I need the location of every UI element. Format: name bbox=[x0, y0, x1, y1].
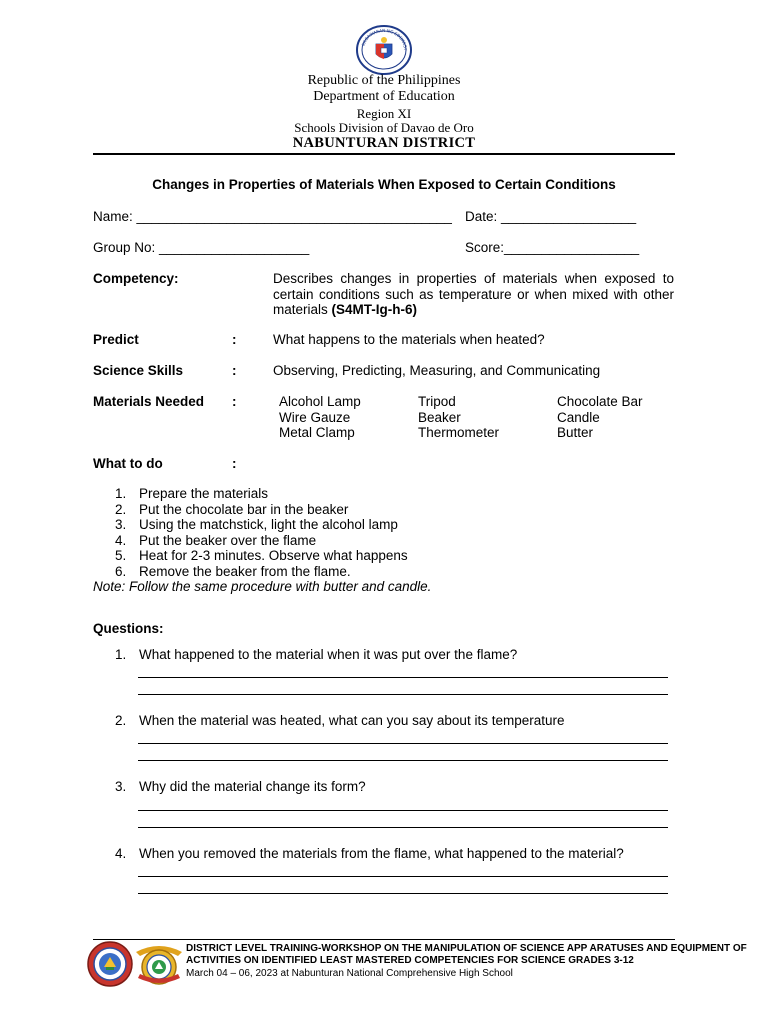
answer-line bbox=[138, 694, 668, 695]
what-to-do-label: What to do bbox=[93, 456, 163, 471]
group-blank: ____________________ bbox=[159, 240, 310, 255]
step-text: Using the matchstick, light the alcohol lamp bbox=[139, 517, 398, 532]
page-title: Changes in Properties of Materials When Exposed to Certain Conditions bbox=[152, 177, 616, 192]
question-text: Why did the material change its form? bbox=[139, 779, 366, 794]
step-text: Heat for 2-3 minutes. Observe what happens bbox=[139, 548, 408, 563]
name-blank: __________________________________________ bbox=[136, 209, 452, 224]
seal-text: KAGAWARAN NG EDUKASY bbox=[360, 27, 409, 51]
footer-event-date: March 04 – 06, 2023 at Nabunturan National Comprehensive High School bbox=[186, 968, 513, 979]
footer-title-line-2: ACTIVITIES ON IDENTIFIED LEAST MASTERED COMPETENCIES FOR SCIENCE GRADES 3-12 bbox=[186, 955, 634, 966]
questions-label: Questions: bbox=[93, 621, 164, 636]
procedure-list bbox=[115, 486, 408, 579]
question-item bbox=[115, 713, 564, 728]
material-item: Chocolate Bar bbox=[557, 394, 643, 409]
score-field bbox=[465, 240, 639, 256]
question-number: 4. bbox=[115, 846, 127, 861]
science-skills-label: Science Skills bbox=[93, 363, 184, 378]
material-item: Tripod bbox=[418, 394, 456, 409]
step-number: 4. bbox=[115, 532, 127, 548]
answer-line bbox=[138, 677, 668, 678]
question-item bbox=[115, 779, 366, 794]
school-seal-logo bbox=[132, 942, 186, 988]
date-field bbox=[465, 209, 636, 225]
procedure-step bbox=[115, 564, 408, 580]
footer-title-line-1: DISTRICT LEVEL TRAINING-WORKSHOP ON THE MANIPULATION OF SCIENCE APP ARATUSES AND EQUIPMENT OF bbox=[186, 943, 747, 954]
step-number: 5. bbox=[115, 548, 127, 563]
name-label: Name: bbox=[93, 209, 133, 224]
header-region: Region XI bbox=[356, 106, 412, 121]
procedure-step bbox=[115, 533, 408, 549]
answer-line bbox=[138, 827, 668, 828]
footer-divider bbox=[93, 939, 675, 940]
district-seal-logo bbox=[86, 940, 134, 988]
step-number: 3. bbox=[115, 517, 127, 532]
materials-column-3 bbox=[557, 394, 643, 441]
science-skills-colon: : bbox=[232, 363, 237, 378]
group-label: Group No: bbox=[93, 240, 156, 255]
question-item bbox=[115, 647, 517, 662]
material-item: Alcohol Lamp bbox=[279, 394, 361, 409]
procedure-step bbox=[115, 517, 408, 533]
what-to-do-colon: : bbox=[232, 456, 237, 471]
step-text: Put the beaker over the flame bbox=[139, 532, 317, 548]
procedure-step bbox=[115, 486, 408, 502]
answer-line bbox=[138, 876, 668, 877]
step-text: Prepare the materials bbox=[139, 486, 269, 501]
materials-column-1 bbox=[279, 394, 361, 441]
material-item: Thermometer bbox=[418, 425, 500, 440]
materials-column-2 bbox=[418, 394, 499, 441]
answer-line bbox=[138, 743, 668, 744]
materials-colon: : bbox=[232, 394, 237, 409]
header-divider bbox=[93, 153, 675, 155]
predict-label: Predict bbox=[93, 332, 139, 347]
procedure-note: Note: Follow the same procedure with butter and candle. bbox=[93, 579, 432, 594]
step-text: Remove the beaker from the flame. bbox=[139, 563, 351, 579]
name-field bbox=[93, 209, 452, 225]
question-number: 3. bbox=[115, 779, 127, 794]
step-number: 1. bbox=[115, 486, 127, 501]
procedure-step bbox=[115, 548, 408, 564]
date-blank: __________________ bbox=[501, 209, 637, 224]
material-item: Butter bbox=[557, 425, 594, 440]
step-number: 6. bbox=[115, 563, 127, 579]
header-district: NABUNTURAN DISTRICT bbox=[292, 135, 476, 151]
header-country: Republic of the Philippines bbox=[307, 73, 461, 88]
question-text: What happened to the material when it was put over the flame? bbox=[139, 647, 518, 662]
predict-colon: : bbox=[232, 332, 237, 347]
answer-line bbox=[138, 760, 668, 761]
competency-label: Competency: bbox=[93, 271, 179, 286]
header-department: Department of Education bbox=[313, 89, 455, 104]
question-number: 1. bbox=[115, 647, 127, 662]
step-text: Put the chocolate bar in the beaker bbox=[139, 501, 349, 517]
material-item: Metal Clamp bbox=[279, 425, 355, 440]
material-item: Beaker bbox=[418, 409, 461, 425]
score-label: Score: bbox=[465, 240, 505, 255]
material-item: Candle bbox=[557, 409, 600, 425]
competency-code: (S4MT-Ig-h-6) bbox=[331, 302, 418, 317]
question-text: When you removed the materials from the flame, what happened to the material? bbox=[139, 846, 624, 861]
deped-seal-logo bbox=[354, 24, 414, 76]
material-item: Wire Gauze bbox=[279, 409, 351, 425]
score-blank: __________________ bbox=[504, 240, 640, 255]
competency-text bbox=[273, 271, 674, 318]
predict-text: What happens to the materials when heated? bbox=[273, 332, 545, 347]
procedure-step bbox=[115, 502, 408, 518]
date-label: Date: bbox=[465, 209, 498, 224]
step-number: 2. bbox=[115, 501, 127, 517]
competency-description: Describes changes in properties of materials when exposed to certain conditions such as temperature or when mixed with other materials bbox=[273, 271, 674, 317]
materials-label: Materials Needed bbox=[93, 394, 205, 409]
question-number: 2. bbox=[115, 713, 127, 728]
question-text: When the material was heated, what can you say about its temperature bbox=[139, 713, 565, 728]
header-division: Schools Division of Davao de Oro bbox=[294, 120, 474, 135]
answer-line bbox=[138, 810, 668, 811]
answer-line bbox=[138, 893, 668, 894]
group-field bbox=[93, 240, 309, 256]
question-item bbox=[115, 846, 624, 861]
science-skills-text: Observing, Predicting, Measuring, and Communicating bbox=[273, 363, 601, 378]
